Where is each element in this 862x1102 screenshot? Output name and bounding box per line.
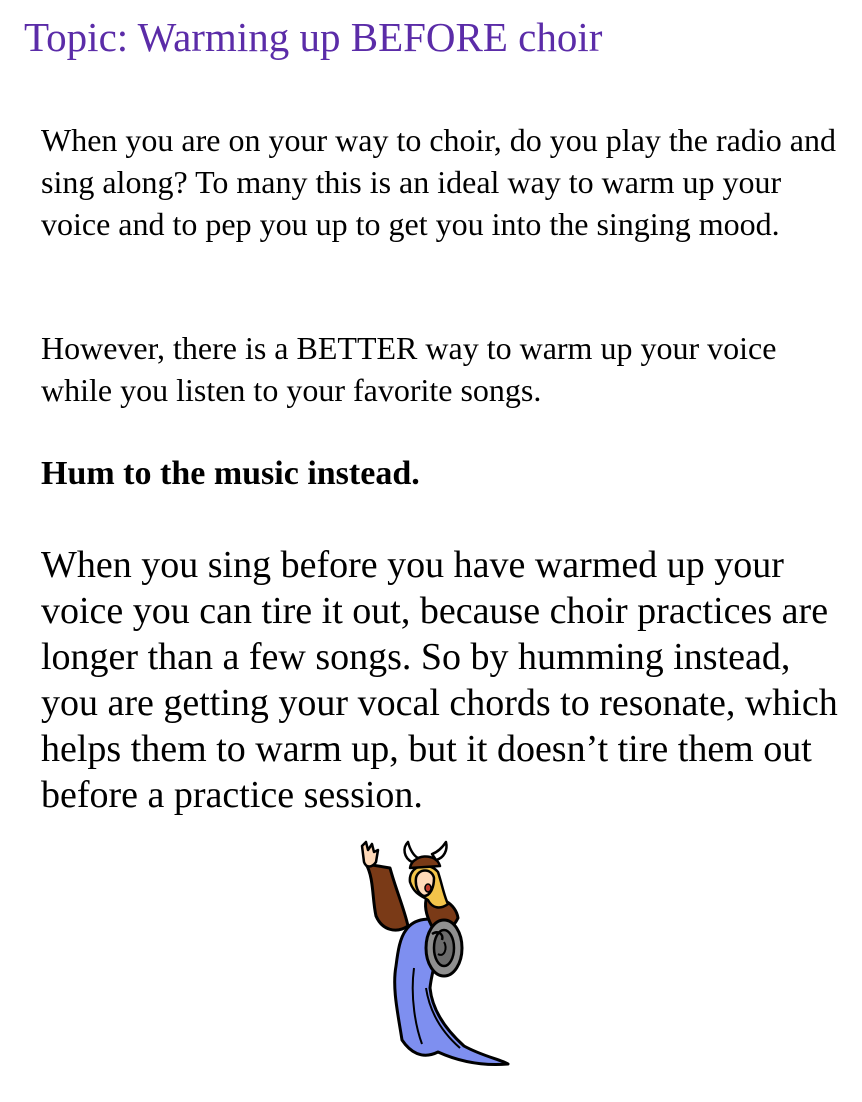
page-title: Topic: Warming up BEFORE choir [24,14,603,60]
helmet-horn-right [432,842,447,860]
face [416,871,434,897]
explanation-paragraph: When you sing before you have warmed up your voice you can tire it out, because choir practices are longer than a few songs. So by humming instead, you are getting your vocal chords to resonate, which helps them to warm up, but it doesn’t tire them out before a practice session. [41,544,838,816]
viking-singer-icon [352,838,522,1070]
intro-paragraph: When you are on your way to choir, do you play the radio and sing along? To many this is an ideal way to warm up your voice and to pep you up to get you into the singing mood. [41,122,836,242]
hum-heading: Hum to the music instead. [41,455,420,492]
better-way-paragraph: However, there is a BETTER way to warm up your voice while you listen to your favorite songs. [41,330,777,408]
helmet-horn-left [405,842,418,862]
raised-arm [366,864,408,930]
raised-hand [362,842,378,867]
